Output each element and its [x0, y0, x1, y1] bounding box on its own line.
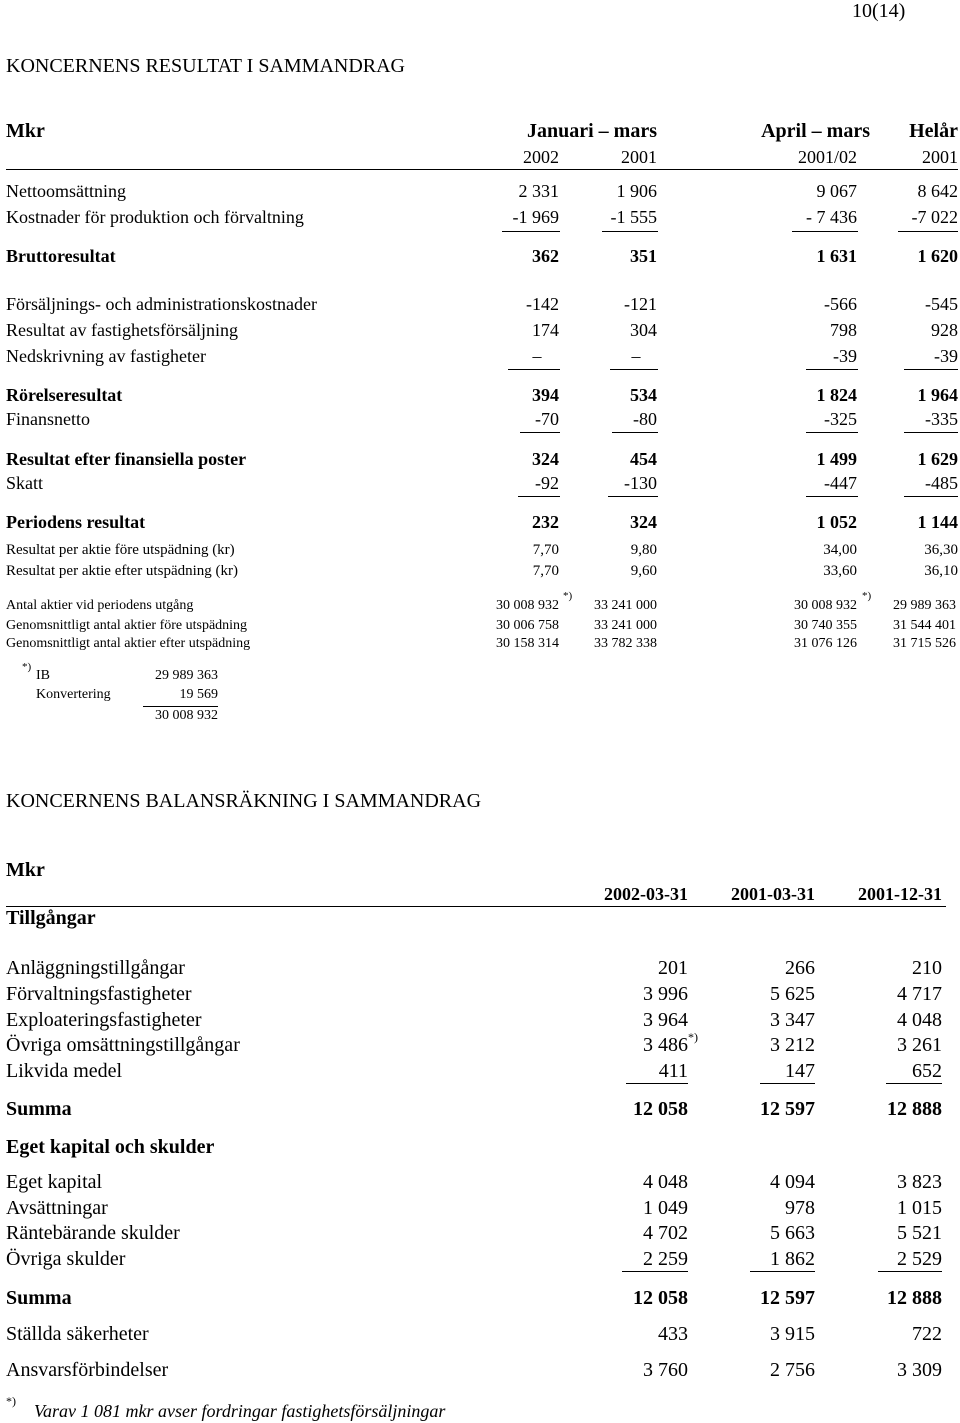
underline — [760, 1083, 815, 1084]
asset-cell: 4 048 — [897, 1009, 942, 1031]
income-cell: 324 — [532, 449, 559, 469]
income-unit: Mkr — [6, 120, 45, 142]
underline — [904, 496, 958, 497]
income-header-rule — [6, 169, 958, 170]
liability-cell: 4 702 — [643, 1222, 688, 1244]
asset-cell: 3 347 — [770, 1009, 815, 1031]
income-cell: 30 158 314 — [496, 636, 559, 651]
footnote-marker: *) — [688, 1030, 698, 1044]
income-row-label: Kostnader för produktion och förvaltning — [6, 207, 304, 227]
underline — [502, 231, 560, 232]
underline — [750, 1271, 815, 1272]
income-cell: -485 — [925, 473, 958, 493]
income-cell: 1 620 — [917, 246, 958, 266]
footnote-marker: *) — [22, 661, 32, 673]
income-cell: 394 — [532, 385, 559, 405]
income-cell: 36,10 — [924, 563, 958, 579]
income-cell: 2 331 — [518, 181, 559, 201]
liability-cell: 1 049 — [643, 1197, 688, 1219]
income-cell: -7 022 — [911, 207, 958, 227]
income-cell: -447 — [824, 473, 857, 493]
income-cell: -39 — [934, 346, 958, 366]
income-cell: 7,70 — [532, 542, 559, 558]
income-cell: 1 964 — [917, 385, 958, 405]
income-cell: 8 642 — [917, 181, 958, 201]
underline — [898, 231, 958, 232]
asset-cell: 201 — [658, 957, 688, 979]
income-cell: -1 555 — [610, 207, 657, 227]
contingent-cell: 2 756 — [770, 1359, 815, 1381]
underline — [878, 1271, 942, 1272]
asset-cell: 5 625 — [770, 983, 815, 1005]
income-row-label: Nettoomsättning — [6, 181, 126, 201]
liability-cell: 3 823 — [897, 1171, 942, 1193]
income-row-label: Finansnetto — [6, 409, 90, 429]
balance-header-rule — [6, 906, 946, 907]
income-title: KONCERNENS RESULTAT I SAMMANDRAG — [6, 55, 406, 77]
asset-cell: 3 261 — [897, 1034, 942, 1056]
income-cell: 1 906 — [616, 181, 657, 201]
asset-cell: 411 — [658, 1060, 688, 1082]
assets-sum-cell: 12 058 — [633, 1098, 688, 1120]
asset-cell: 652 — [912, 1060, 942, 1082]
income-cell: 33 241 000 — [594, 618, 657, 633]
assets-sum-label: Summa — [6, 1098, 72, 1120]
income-cell: 534 — [630, 385, 657, 405]
income-cell: 9,60 — [630, 563, 657, 579]
income-cell: 351 — [630, 246, 657, 266]
underline — [608, 496, 658, 497]
income-cell: 324 — [630, 512, 657, 532]
liability-row-label: Eget kapital — [6, 1171, 103, 1193]
balance-footnote-text: Varav 1 081 mkr avser fordringar fastighetsförsäljningar — [34, 1401, 446, 1421]
liabilities-sum-label: Summa — [6, 1287, 72, 1309]
underline — [904, 369, 958, 370]
balance-col-2001-12-31: 2001-12-31 — [858, 884, 942, 904]
asset-cell: 3 996 — [643, 983, 688, 1005]
underline — [806, 432, 858, 433]
footnote-total: 30 008 932 — [155, 708, 218, 723]
balance-title: KONCERNENS BALANSRÄKNING I SAMMANDRAG — [6, 790, 482, 812]
page-number: 10(14) — [852, 0, 906, 22]
underline — [518, 496, 560, 497]
asset-cell: 4 717 — [897, 983, 942, 1005]
income-cell: 31 544 401 — [893, 618, 956, 633]
income-row-label: Antal aktier vid periodens utgång — [6, 598, 194, 613]
underline — [904, 432, 958, 433]
footnote-marker: *) — [862, 590, 872, 602]
assets-sum-cell: 12 888 — [887, 1098, 942, 1120]
balance-unit: Mkr — [6, 859, 45, 881]
income-row-label: Resultat av fastighetsförsäljning — [6, 320, 238, 340]
underline — [886, 1083, 942, 1084]
footnote-ib-value: 29 989 363 — [155, 668, 218, 683]
income-cell: 1 052 — [816, 512, 857, 532]
income-row-label: Rörelseresultat — [6, 385, 123, 405]
income-cell: 7,70 — [532, 563, 559, 579]
pledged-cell: 722 — [912, 1323, 942, 1345]
asset-cell: 3 212 — [770, 1034, 815, 1056]
underline — [508, 369, 560, 370]
income-row-label: Nedskrivning av fastigheter — [6, 346, 206, 366]
income-cell: 1 144 — [917, 512, 958, 532]
income-cell: -325 — [824, 409, 857, 429]
income-cell: -80 — [633, 409, 657, 429]
liability-cell: 5 521 — [897, 1222, 942, 1244]
asset-cell: 147 — [785, 1060, 815, 1082]
liability-cell: 2 259 — [643, 1248, 688, 1270]
income-cell: 232 — [532, 512, 559, 532]
liability-row-label: Övriga skulder — [6, 1248, 126, 1270]
income-cell: -92 — [535, 473, 559, 493]
income-cell: – — [631, 346, 641, 366]
income-cell: – — [532, 346, 542, 366]
pledged-cell: 3 915 — [770, 1323, 815, 1345]
liability-row-label: Avsättningar — [6, 1197, 108, 1219]
income-cell: -70 — [535, 409, 559, 429]
income-cell: 1 499 — [816, 449, 857, 469]
income-cell: 31 715 526 — [893, 636, 956, 651]
income-cell: 30 740 355 — [794, 618, 857, 633]
liabilities-heading: Eget kapital och skulder — [6, 1136, 215, 1158]
income-cell: 33,60 — [823, 563, 857, 579]
footnote-marker: *) — [563, 590, 573, 602]
income-row-label: Genomsnittligt antal aktier före utspädning — [6, 618, 248, 633]
income-cell: 30 008 932 — [496, 598, 559, 613]
asset-row-label: Anläggningstillgångar — [6, 957, 185, 979]
asset-cell: 266 — [785, 957, 815, 979]
header-col-2001-full: 2001 — [922, 147, 958, 167]
income-row-label: Resultat efter finansiella poster — [6, 449, 247, 469]
underline — [143, 706, 218, 707]
underline — [626, 1083, 688, 1084]
contingent-label: Ansvarsförbindelser — [6, 1359, 169, 1381]
income-row-label: Bruttoresultat — [6, 246, 116, 266]
income-cell: -142 — [526, 294, 559, 314]
income-cell: 33 782 338 — [594, 636, 657, 651]
income-cell: 33 241 000 — [594, 598, 657, 613]
income-row-label: Genomsnittligt antal aktier efter utspädning — [6, 636, 251, 651]
income-cell: -545 — [925, 294, 958, 314]
header-period-apr-mar: April – mars — [761, 120, 870, 142]
pledged-label: Ställda säkerheter — [6, 1323, 149, 1345]
asset-row-label: Övriga omsättningstillgångar — [6, 1034, 240, 1056]
income-cell: -566 — [824, 294, 857, 314]
underline — [602, 231, 658, 232]
contingent-cell: 3 309 — [897, 1359, 942, 1381]
asset-row-label: Förvaltningsfastigheter — [6, 983, 192, 1005]
contingent-cell: 3 760 — [643, 1359, 688, 1381]
income-cell: 31 076 126 — [794, 636, 857, 651]
underline — [806, 369, 858, 370]
income-cell: -130 — [624, 473, 657, 493]
footnote-konvertering-label: Konvertering — [36, 687, 111, 702]
assets-heading: Tillgångar — [6, 907, 96, 929]
income-cell: 30 008 932 — [794, 598, 857, 613]
income-cell: -1 969 — [512, 207, 559, 227]
income-cell: - 7 436 — [806, 207, 857, 227]
income-cell: 9 067 — [816, 181, 857, 201]
income-cell: 34,00 — [823, 542, 857, 558]
income-cell: -335 — [925, 409, 958, 429]
balance-col-2002-03-31: 2002-03-31 — [604, 884, 688, 904]
underline — [622, 1271, 688, 1272]
asset-row-label: Exploateringsfastigheter — [6, 1009, 202, 1031]
income-cell: 304 — [630, 320, 657, 340]
income-row-label: Resultat per aktie före utspädning (kr) — [6, 542, 235, 558]
liability-cell: 2 529 — [897, 1248, 942, 1270]
liabilities-sum-cell: 12 888 — [887, 1287, 942, 1309]
header-col-2001: 2001 — [621, 147, 657, 167]
liability-row-label: Räntebärande skulder — [6, 1222, 180, 1244]
header-col-2001-02: 2001/02 — [797, 147, 857, 167]
header-period-jan-mar: Januari – mars — [527, 120, 657, 142]
income-cell: 928 — [931, 320, 958, 340]
income-cell: 1 631 — [816, 246, 857, 266]
asset-cell: 210 — [912, 957, 942, 979]
footnote-ib-label: IB — [36, 668, 50, 683]
income-row-label: Periodens resultat — [6, 512, 146, 532]
asset-cell: 3 964 — [643, 1009, 688, 1031]
footnote-konvertering-value: 19 569 — [179, 687, 218, 702]
underline — [520, 432, 560, 433]
asset-cell: 3 486 — [643, 1034, 688, 1056]
underline — [806, 496, 858, 497]
liabilities-sum-cell: 12 597 — [760, 1287, 815, 1309]
liability-cell: 4 048 — [643, 1171, 688, 1193]
income-cell: 174 — [532, 320, 559, 340]
income-cell: 1 629 — [917, 449, 958, 469]
income-cell: 1 824 — [816, 385, 857, 405]
footnote-marker: *) — [6, 1394, 16, 1408]
income-cell: 362 — [532, 246, 559, 266]
income-cell: 36,30 — [924, 542, 958, 558]
liability-cell: 4 094 — [770, 1171, 815, 1193]
underline — [612, 432, 658, 433]
header-period-full-year: Helår — [909, 120, 958, 142]
underline — [792, 231, 858, 232]
asset-row-label: Likvida medel — [6, 1060, 123, 1082]
income-row-label: Resultat per aktie efter utspädning (kr) — [6, 563, 239, 579]
assets-sum-cell: 12 597 — [760, 1098, 815, 1120]
income-cell: 29 989 363 — [893, 598, 956, 613]
income-cell: -121 — [624, 294, 657, 314]
liability-cell: 5 663 — [770, 1222, 815, 1244]
pledged-cell: 433 — [658, 1323, 688, 1345]
underline — [610, 369, 658, 370]
liabilities-sum-cell: 12 058 — [633, 1287, 688, 1309]
income-cell: 30 006 758 — [496, 618, 559, 633]
liability-cell: 1 862 — [770, 1248, 815, 1270]
income-row-label: Skatt — [6, 473, 44, 493]
balance-col-2001-03-31: 2001-03-31 — [731, 884, 815, 904]
income-cell: -39 — [833, 346, 857, 366]
liability-cell: 978 — [785, 1197, 815, 1219]
liability-cell: 1 015 — [897, 1197, 942, 1219]
income-cell: 9,80 — [630, 542, 657, 558]
header-col-2002: 2002 — [523, 147, 559, 167]
income-cell: 454 — [630, 449, 657, 469]
income-cell: 798 — [830, 320, 857, 340]
income-row-label: Försäljnings- och administrationskostnader — [6, 294, 317, 314]
